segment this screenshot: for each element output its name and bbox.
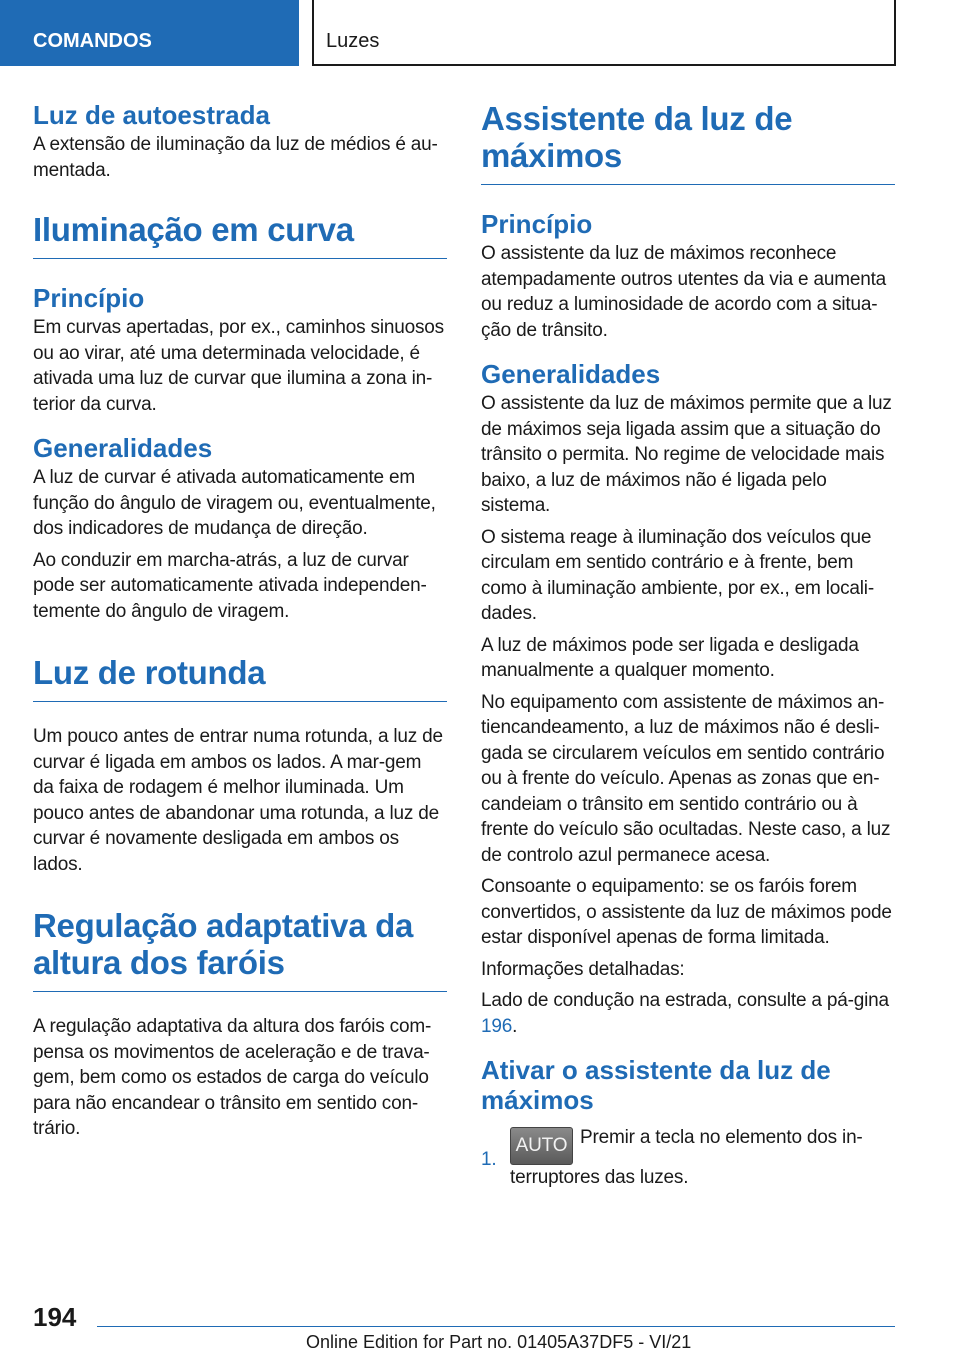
heading-luz-rotunda: Luz de rotunda [33,654,447,702]
heading-iluminacao-curva: Iluminação em curva [33,211,447,259]
heading-luz-autoestrada: Luz de autoestrada [33,100,270,130]
heading-assistente-maximos: Assistente da luz de máximos [481,100,895,185]
heading-ativar-assistente: Ativar o assistente da luz de máximos [481,1055,831,1115]
page-number: 194 [33,1302,77,1332]
paragraph-generalidades-maximos-2: O sistema reage à iluminação dos veículos que circulam em sentido contrário e à frente, bem como à iluminação ambiente, por ex., em locali-dades. [481,526,874,624]
auto-button-icon: AUTO [510,1127,573,1165]
step-1-text: Premir a tecla no elemento dos in-terruptores das luzes. [510,1127,863,1188]
heading-regulacao-adaptativa: Regulação adaptativa da altura dos faróis [33,907,447,992]
paragraph-principio-maximos: O assistente da luz de máximos reconhece atempadamente outros utentes da via e aumenta ou reduz a luminosidade de acordo com a situa-ção de trânsito. [481,243,887,341]
paragraph-generalidades-curva-1: A luz de curvar é ativada automaticamente em função do ângulo de viragem ou, eventualmente, dos indicadores de mudança de direção. [33,467,436,539]
heading-generalidades-maximos: Generalidades [481,359,661,389]
info-text: Lado de condução na estrada, consulte a pá-gina [481,990,889,1011]
paragraph-autoestrada: A extensão de iluminação da luz de médios é au-mentada. [33,134,438,181]
section-tab: COMANDOS [0,0,299,66]
info-end: . [512,1015,518,1037]
paragraph-generalidades-maximos-1: O assistente da luz de máximos permite que a luz de máximos seja ligada assim que a situação do trânsito o permita. No regime de velocidade mais baixo, a luz de máximos não é ligada pelo sistema. [481,393,892,516]
page-link-196[interactable]: 196 [481,1015,513,1037]
step-1 [481,1125,895,1191]
page-header [0,0,960,66]
paragraph-rotunda: Um pouco antes de entrar numa rotunda, a luz de curvar é ligada em ambos os lados. A mar-gem da faixa de rodagem é melhor iluminada. Um pouco antes de abandonar uma rotunda, a luz de curvar é novamente desligada em ambos os lados. [33,726,443,875]
paragraph-regulacao: A regulação adaptativa da altura dos faróis com-pensa os movimentos de aceleração e de trava-gem, bem como os estados de carga do veículo para não encandear o trânsito em sentido con-trário. [33,1016,432,1139]
paragraph-info-label: Informações detalhadas: [481,958,685,980]
chapter-tab: Luzes [312,0,896,66]
paragraph-generalidades-maximos-5: Consoante o equipamento: se os faróis forem convertidos, o assistente da luz de máximos pode estar disponível apenas de forma limitada. [481,876,892,948]
edition-text: Online Edition for Part no. 01405A37DF5 - VI/21 [306,1332,692,1352]
paragraph-generalidades-maximos-4: No equipamento com assistente de máximos an-tiencandeamento, a luz de máximos não é desli-gada se circularem veículos em sentido contrário ou à frente do veículo. Apenas as zonas que en-candeiam o trânsito em sentido contrário ou à frente do veículo são ocultadas. Neste caso, a luz de controlo azul permanece acesa. [481,691,891,866]
left-column [33,100,447,1142]
paragraph-principio-curva: Em curvas apertadas, por ex., caminhos sinuosos ou ao virar, até uma determinada velocidade, é ativada uma luz de curvar que ilumina a zona in-terior da curva. [33,317,444,415]
step-number: 1. [481,1149,497,1170]
right-column [481,100,895,1191]
heading-principio-curva: Princípio [33,283,145,313]
paragraph-info-ref [481,988,895,1039]
paragraph-generalidades-curva-2: Ao conduzir em marcha-atrás, a luz de curvar pode ser automaticamente ativada independen-temente do ângulo de viragem. [33,549,427,622]
heading-principio-maximos: Princípio [481,209,593,239]
heading-generalidades-curva: Generalidades [33,433,213,463]
paragraph-generalidades-maximos-3: A luz de máximos pode ser ligada e desligada manualmente a qualquer momento. [481,634,859,681]
footer-divider [97,1326,895,1327]
